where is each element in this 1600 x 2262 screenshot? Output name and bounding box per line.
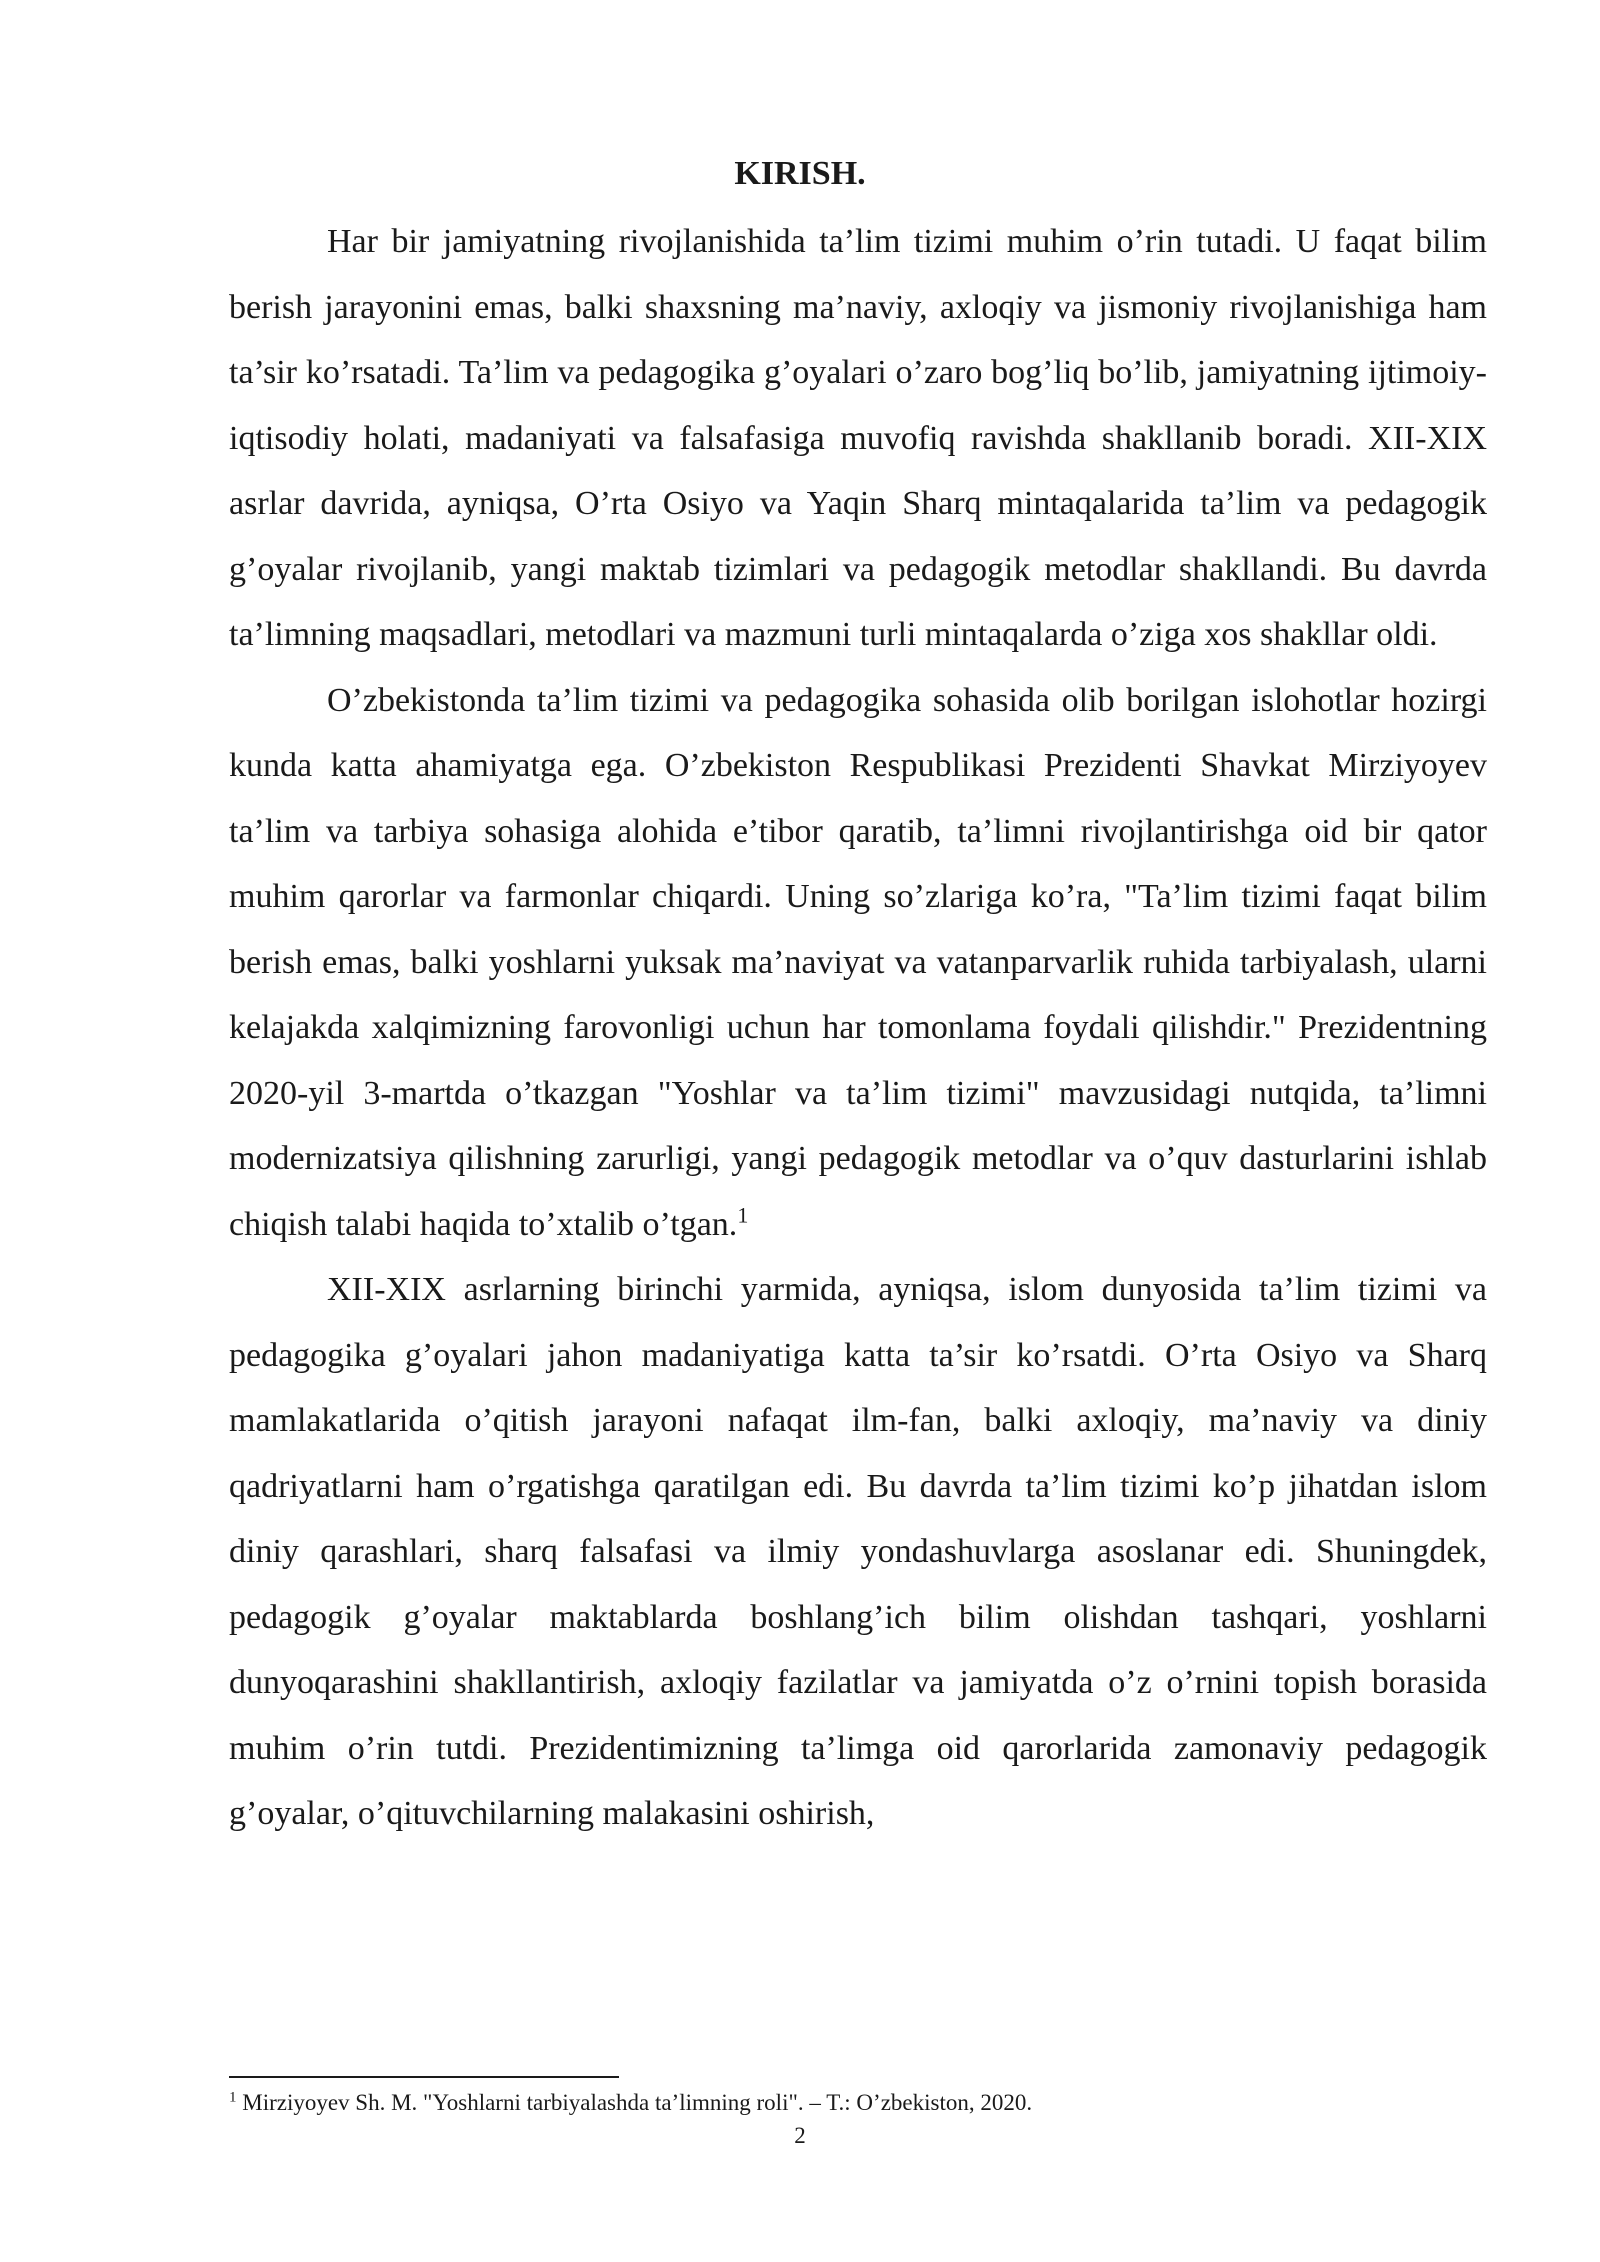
footnote: [229, 2087, 1487, 2119]
page-title: KIRISH.: [734, 155, 866, 192]
body-text: [229, 209, 1487, 1847]
paragraph-3: XII-XIX asrlarning birinchi yarmida, ayniqsa, islom dunyosida ta’lim tizimi va pedagogika g’oyalari jahon madaniyatiga katta ta’sir ko’rsatdi. O’rta Osiyo va Sharq mamlakatlarida o’qitish jarayoni nafaqat ilm-fan, balki axloqiy, ma’naviy va diniy qadriyatlarni ham o’rgatishga qaratilgan edi. Bu davrda ta’lim tizimi ko’p jihatdan islom diniy qarashlari, sharq falsafasi va ilmiy yondashuvlarga asoslanar edi. Shuningdek, pedagogik g’oyalar maktablarda boshlang’ich bilim olishdan tashqari, yoshlarni dunyoqarashini shakllantirish, axloqiy fazilatlar va jamiyatda o’z o’rnini topish borasida muhim o’rin tutdi. Prezidentimizning ta’limga oid qarorlarida zamonaviy pedagogik g’oyalar, o’qituvchilarning malakasini oshirish,: [229, 1271, 1487, 1832]
paragraph-2-text: O’zbekistonda ta’lim tizimi va pedagogika sohasida olib borilgan islohotlar hozirgi kunda katta ahamiyatga ega. O’zbekiston Respublikasi Prezidenti Shavkat Mirziyoyev ta’lim va tarbiya sohasiga alohida e’tibor qaratib, ta’limni rivojlantirishga oid bir qator muhim qarorlar va farmonlar chiqardi. Uning so’zlariga ko’ra, "Ta’lim tizimi faqat bilim berish emas, balki yoshlarni yuksak ma’naviyat va vatanparvarlik ruhida tarbiyalash, ularni kelajakda xalqimizning farovonligi uchun har tomonlama foydali qilishdir." Prezidentning 2020-yil 3-martda o’tkazgan "Yoshlar va ta’lim tizimi" mavzusidagi nutqida, ta’limni modernizatsiya qilishning zarurligi, yangi pedagogik metodlar va o’quv dasturlarini ishlab chiqish talabi haqida to’xtalib o’tgan.: [229, 681, 1487, 1243]
paragraph-1: Har bir jamiyatning rivojlanishida ta’lim tizimi muhim o’rin tutadi. U faqat bilim berish jarayonini emas, balki shaxsning ma’naviy, axloqiy va jismoniy rivojlanishiga ham ta’sir ko’rsatadi. Ta’lim va pedagogika g’oyalari o’zaro bog’liq bo’lib, jamiyatning ijtimoiy-iqtisodiy holati, madaniyati va falsafasiga muvofiq ravishda shakllanib boradi. XII-XIX asrlar davrida, ayniqsa, O’rta Osiyo va Yaqin Sharq mintaqalarida ta’lim va pedagogik g’oyalar rivojlanib, yangi maktab tizimlari va pedagogik metodlar shakllandi. Bu davrda ta’limning maqsadlari, metodlari va mazmuni turli mintaqalarda o’ziga xos shakllar oldi.: [229, 223, 1487, 653]
footnote-text: Mirziyoyev Sh. M. "Yoshlarni tarbiyalashda ta’limning roli". – T.: O’zbekiston, 2020.: [236, 2090, 1033, 2115]
footnote-reference[interactable]: 1: [737, 1202, 749, 1228]
paragraph-2: [229, 668, 1487, 1258]
footnote-separator: [229, 2076, 619, 2078]
page-number: 2: [794, 2123, 806, 2148]
footnote-marker: 1: [229, 2089, 237, 2106]
